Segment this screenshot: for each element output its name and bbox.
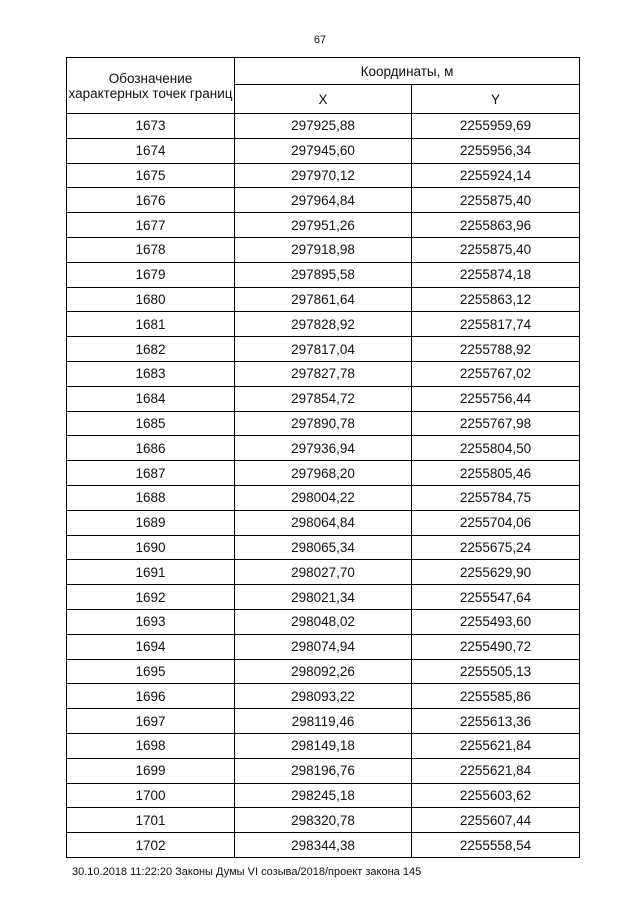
x-cell: 297964,84 — [235, 188, 412, 213]
table-row — [67, 758, 580, 783]
table-row — [67, 163, 580, 188]
x-cell: 298021,34 — [235, 585, 412, 610]
x-cell: 297968,20 — [235, 461, 412, 486]
y-cell: 2255863,12 — [412, 287, 580, 312]
point-cell: 1673 — [67, 114, 235, 139]
table-body — [67, 114, 580, 858]
y-cell: 2255817,74 — [412, 312, 580, 337]
x-cell: 298092,26 — [235, 659, 412, 684]
y-cell: 2255704,06 — [412, 510, 580, 535]
table-row — [67, 609, 580, 634]
table-row — [67, 733, 580, 758]
y-cell: 2255558,54 — [412, 833, 580, 858]
y-cell: 2255493,60 — [412, 609, 580, 634]
x-cell: 298027,70 — [235, 560, 412, 585]
y-cell: 2255959,69 — [412, 114, 580, 139]
x-cell: 297817,04 — [235, 337, 412, 362]
table-row — [67, 436, 580, 461]
y-cell: 2255621,84 — [412, 758, 580, 783]
table-row — [67, 585, 580, 610]
table-row — [67, 138, 580, 163]
point-cell: 1701 — [67, 808, 235, 833]
x-cell: 298065,34 — [235, 535, 412, 560]
point-cell: 1687 — [67, 461, 235, 486]
table-row — [67, 287, 580, 312]
table-row — [67, 411, 580, 436]
table-row — [67, 485, 580, 510]
x-cell: 297945,60 — [235, 138, 412, 163]
document-footer: 30.10.2018 11:22:20 Законы Думы VI созыва/2018/проект закона 145 — [72, 866, 422, 878]
point-cell: 1690 — [67, 535, 235, 560]
x-cell: 297918,98 — [235, 237, 412, 262]
y-cell: 2255874,18 — [412, 262, 580, 287]
coordinates-table — [66, 57, 580, 858]
y-cell: 2255924,14 — [412, 163, 580, 188]
point-cell: 1676 — [67, 188, 235, 213]
point-cell: 1696 — [67, 684, 235, 709]
point-cell: 1681 — [67, 312, 235, 337]
x-cell: 298196,76 — [235, 758, 412, 783]
x-cell: 297925,88 — [235, 114, 412, 139]
y-cell: 2255585,86 — [412, 684, 580, 709]
point-cell: 1679 — [67, 262, 235, 287]
point-cell: 1682 — [67, 337, 235, 362]
x-cell: 297828,92 — [235, 312, 412, 337]
x-cell: 297827,78 — [235, 361, 412, 386]
x-cell: 298064,84 — [235, 510, 412, 535]
x-cell: 298004,22 — [235, 485, 412, 510]
y-cell: 2255613,36 — [412, 709, 580, 734]
table-row — [67, 262, 580, 287]
x-cell: 297951,26 — [235, 213, 412, 238]
table-row — [67, 237, 580, 262]
point-cell: 1697 — [67, 709, 235, 734]
y-cell: 2255629,90 — [412, 560, 580, 585]
y-cell: 2255675,24 — [412, 535, 580, 560]
x-cell: 297890,78 — [235, 411, 412, 436]
table-row — [67, 312, 580, 337]
point-cell: 1674 — [67, 138, 235, 163]
y-cell: 2255603,62 — [412, 783, 580, 808]
point-column-header: Обозначение характерных точек границ — [67, 58, 235, 114]
y-cell: 2255767,98 — [412, 411, 580, 436]
y-cell: 2255607,44 — [412, 808, 580, 833]
coordinates-header: Координаты, м — [235, 58, 580, 85]
point-cell: 1689 — [67, 510, 235, 535]
y-cell: 2255756,44 — [412, 386, 580, 411]
table-row — [67, 510, 580, 535]
y-cell: 2255956,34 — [412, 138, 580, 163]
table-row — [67, 634, 580, 659]
x-cell: 298320,78 — [235, 808, 412, 833]
point-cell: 1691 — [67, 560, 235, 585]
table-row — [67, 659, 580, 684]
page-number: 67 — [313, 34, 327, 46]
point-cell: 1702 — [67, 833, 235, 858]
point-cell: 1695 — [67, 659, 235, 684]
x-cell: 297854,72 — [235, 386, 412, 411]
y-cell: 2255804,50 — [412, 436, 580, 461]
table-row — [67, 188, 580, 213]
point-cell: 1692 — [67, 585, 235, 610]
y-column-header: Y — [412, 85, 580, 114]
y-cell: 2255875,40 — [412, 188, 580, 213]
x-cell: 297861,64 — [235, 287, 412, 312]
x-cell: 297936,94 — [235, 436, 412, 461]
y-cell: 2255875,40 — [412, 237, 580, 262]
point-cell: 1683 — [67, 361, 235, 386]
point-cell: 1694 — [67, 634, 235, 659]
table-row — [67, 337, 580, 362]
x-cell: 298149,18 — [235, 733, 412, 758]
x-cell: 297895,58 — [235, 262, 412, 287]
x-cell: 297970,12 — [235, 163, 412, 188]
point-cell: 1678 — [67, 237, 235, 262]
point-cell: 1686 — [67, 436, 235, 461]
table-row — [67, 684, 580, 709]
point-cell: 1677 — [67, 213, 235, 238]
point-cell: 1688 — [67, 485, 235, 510]
table-row — [67, 783, 580, 808]
point-cell: 1698 — [67, 733, 235, 758]
y-cell: 2255547,64 — [412, 585, 580, 610]
point-cell: 1700 — [67, 783, 235, 808]
point-cell: 1699 — [67, 758, 235, 783]
table-row — [67, 386, 580, 411]
point-cell: 1693 — [67, 609, 235, 634]
x-cell: 298074,94 — [235, 634, 412, 659]
x-column-header: X — [235, 85, 412, 114]
table-row — [67, 709, 580, 734]
table-row — [67, 461, 580, 486]
point-cell: 1680 — [67, 287, 235, 312]
table-row — [67, 833, 580, 858]
y-cell: 2255788,92 — [412, 337, 580, 362]
table-row — [67, 808, 580, 833]
x-cell: 298093,22 — [235, 684, 412, 709]
y-cell: 2255767,02 — [412, 361, 580, 386]
point-cell: 1685 — [67, 411, 235, 436]
point-cell: 1684 — [67, 386, 235, 411]
y-cell: 2255863,96 — [412, 213, 580, 238]
table-row — [67, 114, 580, 139]
table-row — [67, 213, 580, 238]
x-cell: 298245,18 — [235, 783, 412, 808]
x-cell: 298048,02 — [235, 609, 412, 634]
y-cell: 2255805,46 — [412, 461, 580, 486]
table-row — [67, 560, 580, 585]
x-cell: 298344,38 — [235, 833, 412, 858]
point-cell: 1675 — [67, 163, 235, 188]
y-cell: 2255784,75 — [412, 485, 580, 510]
y-cell: 2255621,84 — [412, 733, 580, 758]
table-row — [67, 535, 580, 560]
y-cell: 2255505,13 — [412, 659, 580, 684]
table-row — [67, 361, 580, 386]
y-cell: 2255490,72 — [412, 634, 580, 659]
x-cell: 298119,46 — [235, 709, 412, 734]
